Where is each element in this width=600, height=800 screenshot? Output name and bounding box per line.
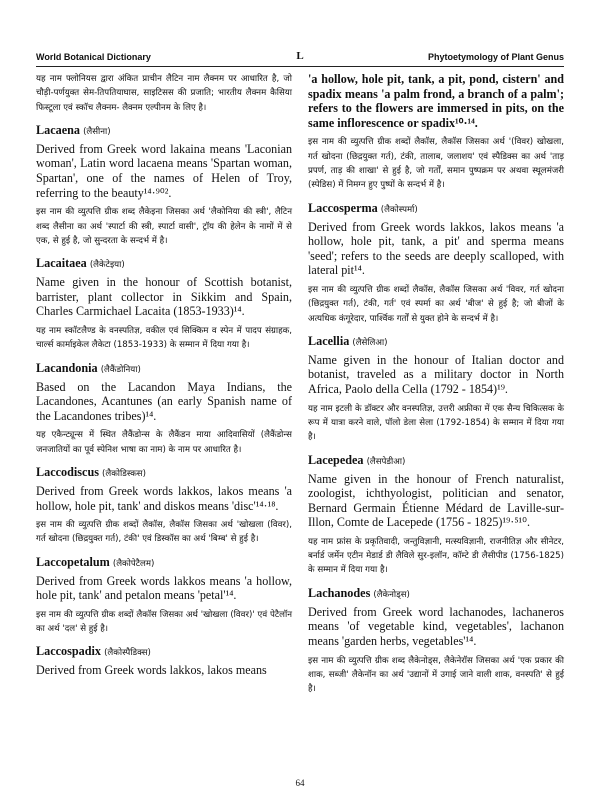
entry-devanagari: (लैकेनोड्स)	[373, 589, 410, 600]
entry-title: Lacepedea	[308, 452, 364, 467]
entry-english: Derived from Greek word lakaina means 'Laconian woman', Latin word lacaena means 'Spartan woman, Spartan', one of the names of Helen of Troy, referring to the beauty¹⁴·⁹⁰².	[36, 141, 292, 200]
entry-devanagari: (लैकेटेइया)	[89, 260, 125, 271]
entry-title: Laccosperma	[308, 200, 378, 215]
page-number: 64	[295, 778, 305, 788]
book-title: World Botanical Dictionary	[36, 52, 151, 62]
entry-hindi: यह एकैन्ट्यून्स में स्थित लैकैंडोन्स के लैकैंडन माया आदिवासियों (लैकैंडोन्स जनजातियों का पूर्व स्पेनिश भाषा का नाम) के नाम पर आधारित है।	[36, 430, 292, 455]
entry-heading	[308, 453, 564, 468]
entry-english: Based on the Lacandon Maya Indians, the Lacandones, Acantunes (an early Spanish name of the Lacandones tribes)¹⁴.	[36, 379, 292, 423]
entry-hindi: यह नाम इटली के डॉक्टर और वनस्पतिज्ञ, उत्तरी अफ्रीका में एक सैन्य चिकित्सक के रूप में यात्रा करने वाले, पॉलो डेला सेला (1792-1854) के सम्मान में दिया गया है।	[308, 403, 564, 443]
entry-title: Laccopetalum	[36, 554, 110, 569]
entry-hindi: यह नाम फ्रांस के प्रकृतिवादी, जन्तुविज्ञानी, मत्स्यविज्ञानी, राजनीतिज्ञ और सीनेटर, बर्नार्ड जर्मेन एटीन मेडार्ड डी लैविले सुर-इलॉन, कॉम्टे डी लैसीपीड (1756-1825) के सम्मान में दिया गया है।	[308, 536, 564, 576]
entry-english: Name given in the honour of Scottish botanist, barrister, plant collector in Sikkim and Spain, Charles Carmichael Lacaita (1853-1933)¹⁴.	[36, 275, 292, 319]
entry-hindi: इस नाम की व्युत्पत्ति ग्रीक शब्दों लैकॉस जिसका अर्थ 'खोखला (विवर)' एवं पेटैलॉन का अर्थ 'दल' से हुई है।	[36, 609, 292, 635]
entry-devanagari: (लैकैंडोनिया)	[100, 364, 141, 375]
entry-english: Name given in the honour of French naturalist, zoologist, ichthyologist, politician and senator, Bernard Germain Étienne Médard de Laville-sur-Illon, Comte de Lacepede (1756 - 1825)¹⁹·⁵¹⁰.	[308, 471, 564, 530]
entry-title: Lacaena	[36, 122, 81, 137]
entry-hindi: इस नाम की व्युत्पत्ति ग्रीक शब्दों लैकॉस, लैकॉस जिसका अर्थ 'विवर, गर्त खोदना (छिद्रयुक्त गर्त), टंकी, गर्त' एवं स्पर्मा का अर्थ 'बीज' से हुई है; जो बीजों के अत्यधिक कंगूरेदार, पार्श्विक गर्तों से युक्त होने के सन्दर्भ में है।	[308, 284, 564, 324]
entry-heading	[36, 465, 292, 480]
entry-english: Derived from Greek words lakkos, lakos means	[36, 663, 267, 678]
entry-devanagari: (लैकोपेटैलम)	[112, 558, 155, 569]
right-column	[308, 72, 564, 704]
entry-devanagari: (लैसीना)	[83, 126, 111, 137]
entry-devanagari: (लैकोस्पैडिक्स)	[104, 648, 151, 659]
entry-title: Lachanodes	[308, 585, 371, 600]
section-letter: L	[296, 50, 304, 62]
entry-hindi: इस नाम की व्युत्पत्ति ग्रीक शब्दों लैकॉस, लैकॉस जिसका अर्थ 'खोखला (विवर), गर्त खोदना (छिद्रयुक्त गर्त), टंकी' एवं डिस्कॉस का अर्थ 'बिम्ब' से हुई है।	[36, 520, 292, 545]
continued-hindi: इस नाम की व्युत्पत्ति ग्रीक शब्दों लैकॉस, लैकॉस जिसका अर्थ '(विवर) खोखला, गर्त खोदना (छिद्रयुक्त गर्त), टंकी, तालाब, जलाशय' एवं स्पैडिक्स का अर्थ 'ताड़ प्रपर्ण, ताड़ की शाखा' से हुई है, जो गर्तों, समान पुष्पक्रम पर अथवा स्थूलमंजरी (स्पेडिस) में निमग्न हुए पुष्पों के सन्दर्भ में है।	[308, 137, 564, 191]
entry-english: Derived from Greek words lakkos, lakos means 'a hollow, hole pit, tank, a pit' and sperma means 'seed'; refers to the seeds are deeply scalloped, with lateral pit¹⁴.	[308, 219, 564, 278]
entry-hindi: इस नाम की व्युत्पत्ति ग्रीक शब्द लैकेइना जिसका अर्थ 'लैकोनिया की स्त्री', लैटिन शब्द लैसीना का अर्थ 'स्पार्टा की स्त्री, स्पार्टा वासी', ट्रॉय की हेलेन के नामों में से एक, से हुई है, जो सुन्दरता के सन्दर्भ में है।	[36, 207, 292, 246]
entry-title: Lacaitaea	[36, 256, 87, 271]
entry-devanagari: (लैसपेडीआ)	[366, 456, 406, 467]
entry-title: Laccodiscus	[36, 464, 99, 479]
entry-heading	[308, 334, 564, 349]
entry-heading	[308, 586, 564, 601]
entry-heading	[36, 256, 292, 271]
running-header	[36, 50, 564, 66]
entry-devanagari: (लैसेलिआ)	[352, 337, 388, 348]
entry-heading	[36, 361, 292, 376]
book-subtitle: Phytoetymology of Plant Genus	[427, 52, 564, 62]
entry-heading	[308, 201, 564, 216]
entry-devanagari: (लैकोडिस्कस)	[102, 468, 146, 479]
header-rule	[36, 66, 564, 67]
entry-heading	[36, 644, 292, 659]
entry-hindi: इस नाम की व्युत्पत्ति ग्रीक शब्द लैकेनोड्स, लैकेनेरॉस जिसका अर्थ 'एक प्रकार की शाक, सब्जी' लैकेनॉन का अर्थ 'उद्यानों में उगाई जाने वाली शाक, वनस्पति' से हुई है।	[308, 655, 564, 695]
entry-english: Derived from Greek words lakkos, lakos means 'a hollow, hole pit, tank' and diskos means 'disc'¹⁴·¹⁸.	[36, 483, 292, 513]
entry-title: Lacellia	[308, 333, 350, 348]
entry-title: Laccospadix	[36, 644, 102, 659]
entry-english: Name given in the honour of Italian doctor and botanist, traveled as a military doctor in North Africa, Paolo della Cella (1792 - 1854)¹⁹.	[308, 352, 564, 397]
entry-heading	[36, 555, 292, 570]
entry-english: Derived from Greek words lakkos means 'a hollow, hole pit, tank' and petalon means 'petal'¹⁴.	[36, 573, 292, 603]
continued-english: 'a hollow, hole pit, tank, a pit, pond, cistern' and spadix means 'a palm frond, a branch of a palm'; refers to the flowers are immersed in pits, on the same inflorescence or spadix¹⁰·¹⁴.	[308, 72, 564, 130]
entry-devanagari: (लैकोस्पर्मा)	[380, 204, 418, 215]
left-column	[36, 72, 292, 683]
entry-heading	[36, 123, 292, 138]
entry-hindi: यह नाम स्कॉटलैण्ड के वनस्पतिज्ञ, वकील एवं सिक्किम व स्पेन में पादप संग्राहक, चार्ल्स कार्माइकेल लैकेटा (1853-1933) के सम्मान में दिया गया है।	[36, 325, 292, 351]
entry-title: Lacandonia	[36, 360, 98, 375]
intro-hindi: यह नाम फ्लोनियस द्वारा अंकित प्राचीन लैटिन नाम लैक्नम पर आधारित है, जो चौड़ी-पर्णयुक्त सेम-तिपतियाघास, साइटिसस की प्रजाति; भारतीय लैक्नम कैसिया फिस्टूला एवं स्कॉच लैक्नम- लैक्नम एल्पीनम के लिए है।	[36, 74, 292, 113]
entry-english: Derived from Greek word lachanodes, lachaneros means 'of vegetable kind, vegetables', lachanon means 'garden herbs, vegetables'¹⁴.	[308, 604, 564, 648]
